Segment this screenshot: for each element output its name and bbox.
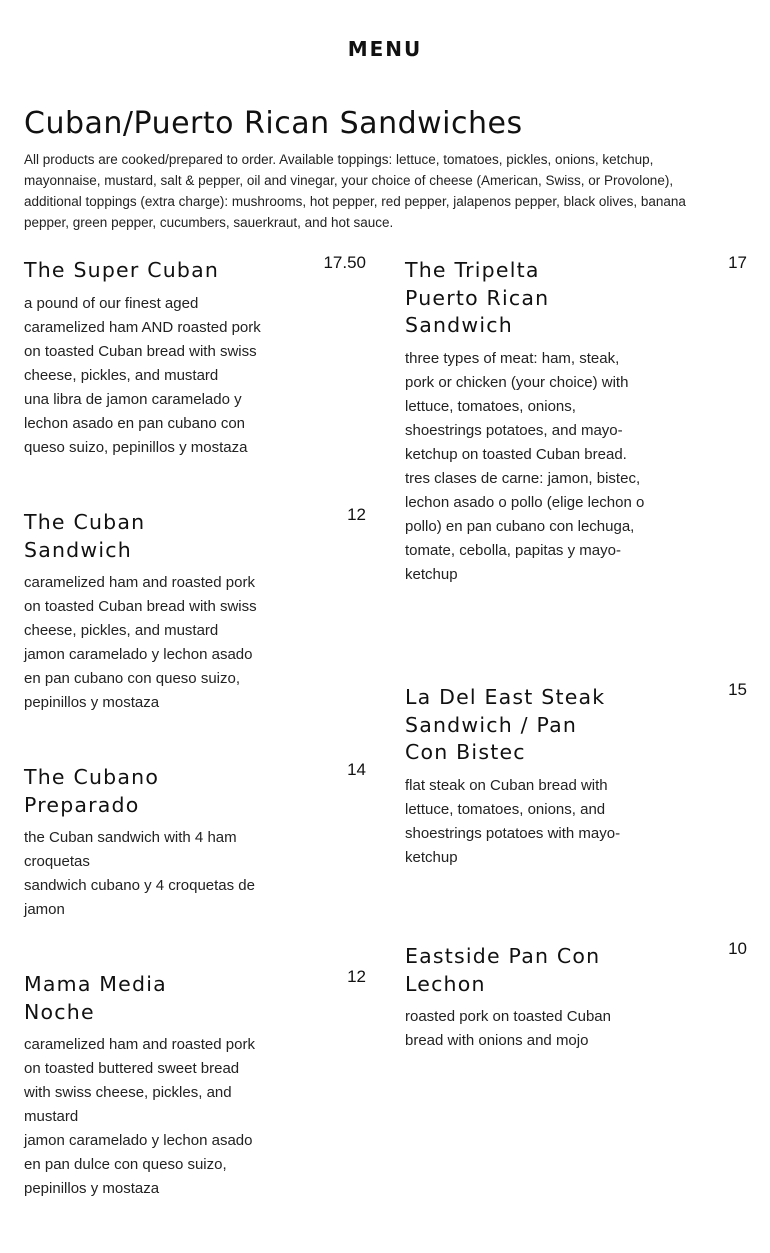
item-description-en: flat steak on Cuban bread with lettuce, tomatoes, onions, and shoestrings potatoes with mayo-ketchup (405, 777, 621, 866)
item-description-es: sandwich cubano y 4 croquetas de jamon (24, 877, 255, 918)
item-price: 10 (728, 939, 747, 958)
item-price: 14 (347, 760, 366, 779)
item-name: The Cubano Preparado (24, 765, 160, 817)
item-price: 12 (347, 505, 366, 524)
item-description-en: the Cuban sandwich with 4 ham croquetas (24, 829, 237, 870)
item-description-en: caramelized ham and roasted pork on toasted Cuban bread with swiss cheese, pickles, and mustard (24, 574, 257, 639)
item-price: 17.50 (323, 253, 366, 272)
section-title: Cuban/Puerto Rican Sandwiches (24, 106, 523, 141)
menu-heading: MENU (347, 37, 423, 61)
item-description (24, 826, 269, 922)
item-description-es: jamon caramelado y lechon asado en pan cubano con queso suizo, pepinillos y mostaza (24, 646, 253, 711)
item-description-en: a pound of our finest aged caramelized ham AND roasted pork on toasted Cuban bread with swiss cheese, pickles, and mustard (24, 295, 261, 384)
item-description (24, 1033, 269, 1201)
item-description-en: roasted pork on toasted Cuban bread with onions and mojo (405, 1008, 611, 1049)
item-description-en: caramelized ham and roasted pork on toasted buttered sweet bread with swiss cheese, pickles, and mustard (24, 1036, 255, 1125)
item-price: 17 (728, 253, 747, 272)
item-description-es: jamon caramelado y lechon asado en pan dulce con queso suizo, pepinillos y mostaza (24, 1132, 253, 1197)
item-description-es: tres clases de carne: jamon, bistec, lechon asado o pollo (elige lechon o pollo) en pan cubano con lechuga, tomate, cebolla, papitas y mayo-ketchup (405, 470, 645, 583)
item-name: Eastside Pan Con Lechon (405, 944, 601, 996)
item-name: Mama Media Noche (24, 972, 167, 1024)
item-name: La Del East Steak Sandwich / Pan Con Bistec (405, 685, 606, 764)
item-name: The Super Cuban (24, 258, 220, 282)
item-description-es: una libra de jamon caramelado y lechon asado en pan cubano con queso suizo, pepinillos y mostaza (24, 391, 248, 456)
item-name: The Tripelta Puerto Rican Sandwich (405, 258, 550, 337)
item-description (405, 1005, 650, 1053)
item-description (405, 774, 650, 870)
item-description (24, 571, 269, 715)
item-description (405, 347, 650, 587)
item-price: 15 (728, 680, 747, 699)
item-description-en: three types of meat: ham, steak, pork or chicken (your choice) with lettuce, tomatoes, onions, shoestrings potatoes, and mayo-ketchup on toasted Cuban bread. (405, 350, 629, 463)
section-description: All products are cooked/prepared to order. Available toppings: lettuce, tomatoes, pickles, onions, ketchup, mayonnaise, mustard, salt & pepper, oil and vinegar, your choice of cheese (American, Swiss, or Provolone), additional toppings (extra charge): mushrooms, hot pepper, red pepper, jalapenos pepper, black olives, banana pepper, green pepper, cucumbers, sauerkraut, and hot sauce. (24, 152, 686, 230)
item-name: The Cuban Sandwich (24, 510, 146, 562)
item-price: 12 (347, 967, 366, 986)
item-description (24, 292, 269, 460)
